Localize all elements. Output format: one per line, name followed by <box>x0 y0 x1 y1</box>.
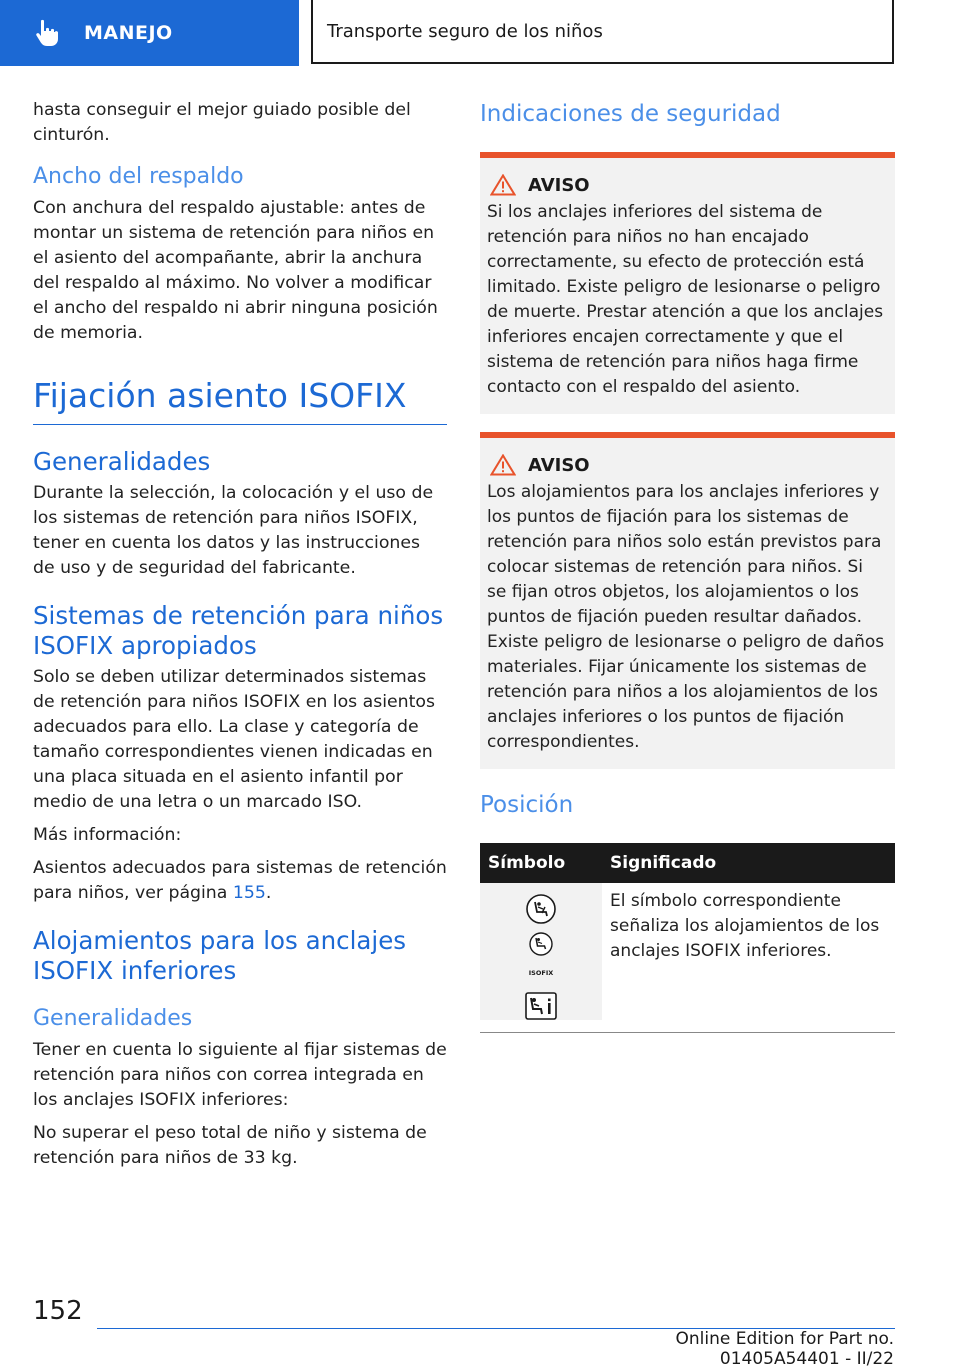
chapter-title: Transporte seguro de los niños <box>327 20 603 42</box>
generalidades-2-paragraph: Tener en cuenta lo siguiente al fijar sistemas de retención para niños con correa integrada en los anclajes ISOFIX inferiores: <box>33 1040 447 1110</box>
chapter-header <box>311 0 894 64</box>
page-number: 152 <box>33 1296 83 1326</box>
warning-label-2: AVISO <box>528 454 590 476</box>
symbol-table <box>480 843 895 1020</box>
table-header-row <box>480 843 895 883</box>
mas-informacion: Más información: <box>33 825 182 845</box>
isofix-info-icon <box>525 992 557 1020</box>
right-column <box>480 98 895 1033</box>
warning-text-1: Si los anclajes inferiores del sistema de retención para niños no han encajado correctamente, su efecto de protección está limitado. Existe peligro de lesionarse o peligro de muerte. Prestar atención a que los anclajes inferiores encajen correctamente y que el sistema de retención para niños haga firme contacto con el respaldo del asiento. <box>487 202 884 397</box>
column-meaning: Significado <box>602 843 895 883</box>
asientos-end: . <box>265 883 272 903</box>
intro-paragraph: hasta conseguir el mejor guiado posible del cinturón. <box>33 100 411 145</box>
page-reference-link[interactable]: 155 <box>232 883 266 903</box>
heading-generalidades-1: Generalidades <box>33 447 211 476</box>
left-column <box>33 98 447 1179</box>
warning-text-2: Los alojamientos para los anclajes inferiores y los puntos de fijación para los sistemas de retención para niños solo están previstos para colocar sistemas de retención para niños. Si se fijan otros objetos, los alojamientos o los puntos de fijación pueden resultar dañados. Existe peligro de lesionarse o peligro de daños materiales. Fijar únicamente los sistemas de retención para niños a los alojamientos de los anclajes inferiores o los puntos de fijación correspondientes. <box>487 482 885 752</box>
symbol-cell <box>480 883 602 1020</box>
hand-pointer-icon <box>32 18 62 48</box>
ancho-paragraph: Con anchura del respaldo ajustable: antes de montar un sistema de retención para niños en el asiento del acompañante, abrir la anchura del respaldo al máximo. No volver a modificar el ancho del respaldo ni abrir ninguna posición de memoria. <box>33 198 438 343</box>
warning-head-2 <box>487 454 887 476</box>
warning-label-1: AVISO <box>528 174 590 196</box>
asientos-text: Asientos adecuados para sistemas de retención para niños, ver página <box>33 858 447 903</box>
heading-generalidades-2: Generalidades <box>33 1006 193 1031</box>
section-tab <box>0 0 299 66</box>
asientos-paragraph <box>33 856 447 906</box>
table-bottom-rule <box>480 1032 895 1033</box>
sistemas-paragraph: Solo se deben utilizar determinados sistemas de retención para niños ISOFIX en los asientos adecuados para ello. La clase y categoría de tamaño correspondientes vienen indicadas en una placa situada en el asiento infantil por medio de una letra o un marcado ISO. <box>33 667 435 812</box>
warning-triangle-icon <box>490 174 516 196</box>
warning-head-1 <box>487 174 887 196</box>
warning-box-1 <box>480 152 895 414</box>
peso-paragraph: No superar el peso total de niño y sistema de retención para niños de 33 kg. <box>33 1123 427 1168</box>
heading-posicion: Posición <box>480 792 574 818</box>
table-row <box>480 883 895 1020</box>
heading-fijacion-isofix: Fijación asiento ISOFIX <box>33 374 447 425</box>
isofix-caption: ISOFIX <box>528 969 554 977</box>
edition-footer: Online Edition for Part no. 01405A54401 - II/22 <box>675 1329 894 1369</box>
column-symbol: Símbolo <box>480 843 602 883</box>
warning-triangle-icon <box>490 454 516 476</box>
isofix-label-icon <box>525 931 557 965</box>
heading-alojamientos: Alojamientos para los anclajes ISOFIX inferiores <box>33 926 407 985</box>
heading-indicaciones: Indicaciones de seguridad <box>480 101 781 127</box>
generalidades-1-paragraph: Durante la selección, la colocación y el uso de los sistemas de retención para niños ISOFIX, tener en cuenta los datos y las instrucciones de uso y de seguridad del fabricante. <box>33 483 434 578</box>
warning-box-2 <box>480 432 895 769</box>
heading-sistemas-apropiados: Sistemas de retención para niños ISOFIX apropiados <box>33 601 444 660</box>
heading-ancho-respaldo: Ancho del respaldo <box>33 164 244 189</box>
section-title: MANEJO <box>84 22 173 44</box>
meaning-cell: El símbolo correspondiente señaliza los alojamientos de los anclajes ISOFIX inferiores. <box>610 891 880 961</box>
isofix-seat-icon <box>525 893 557 925</box>
